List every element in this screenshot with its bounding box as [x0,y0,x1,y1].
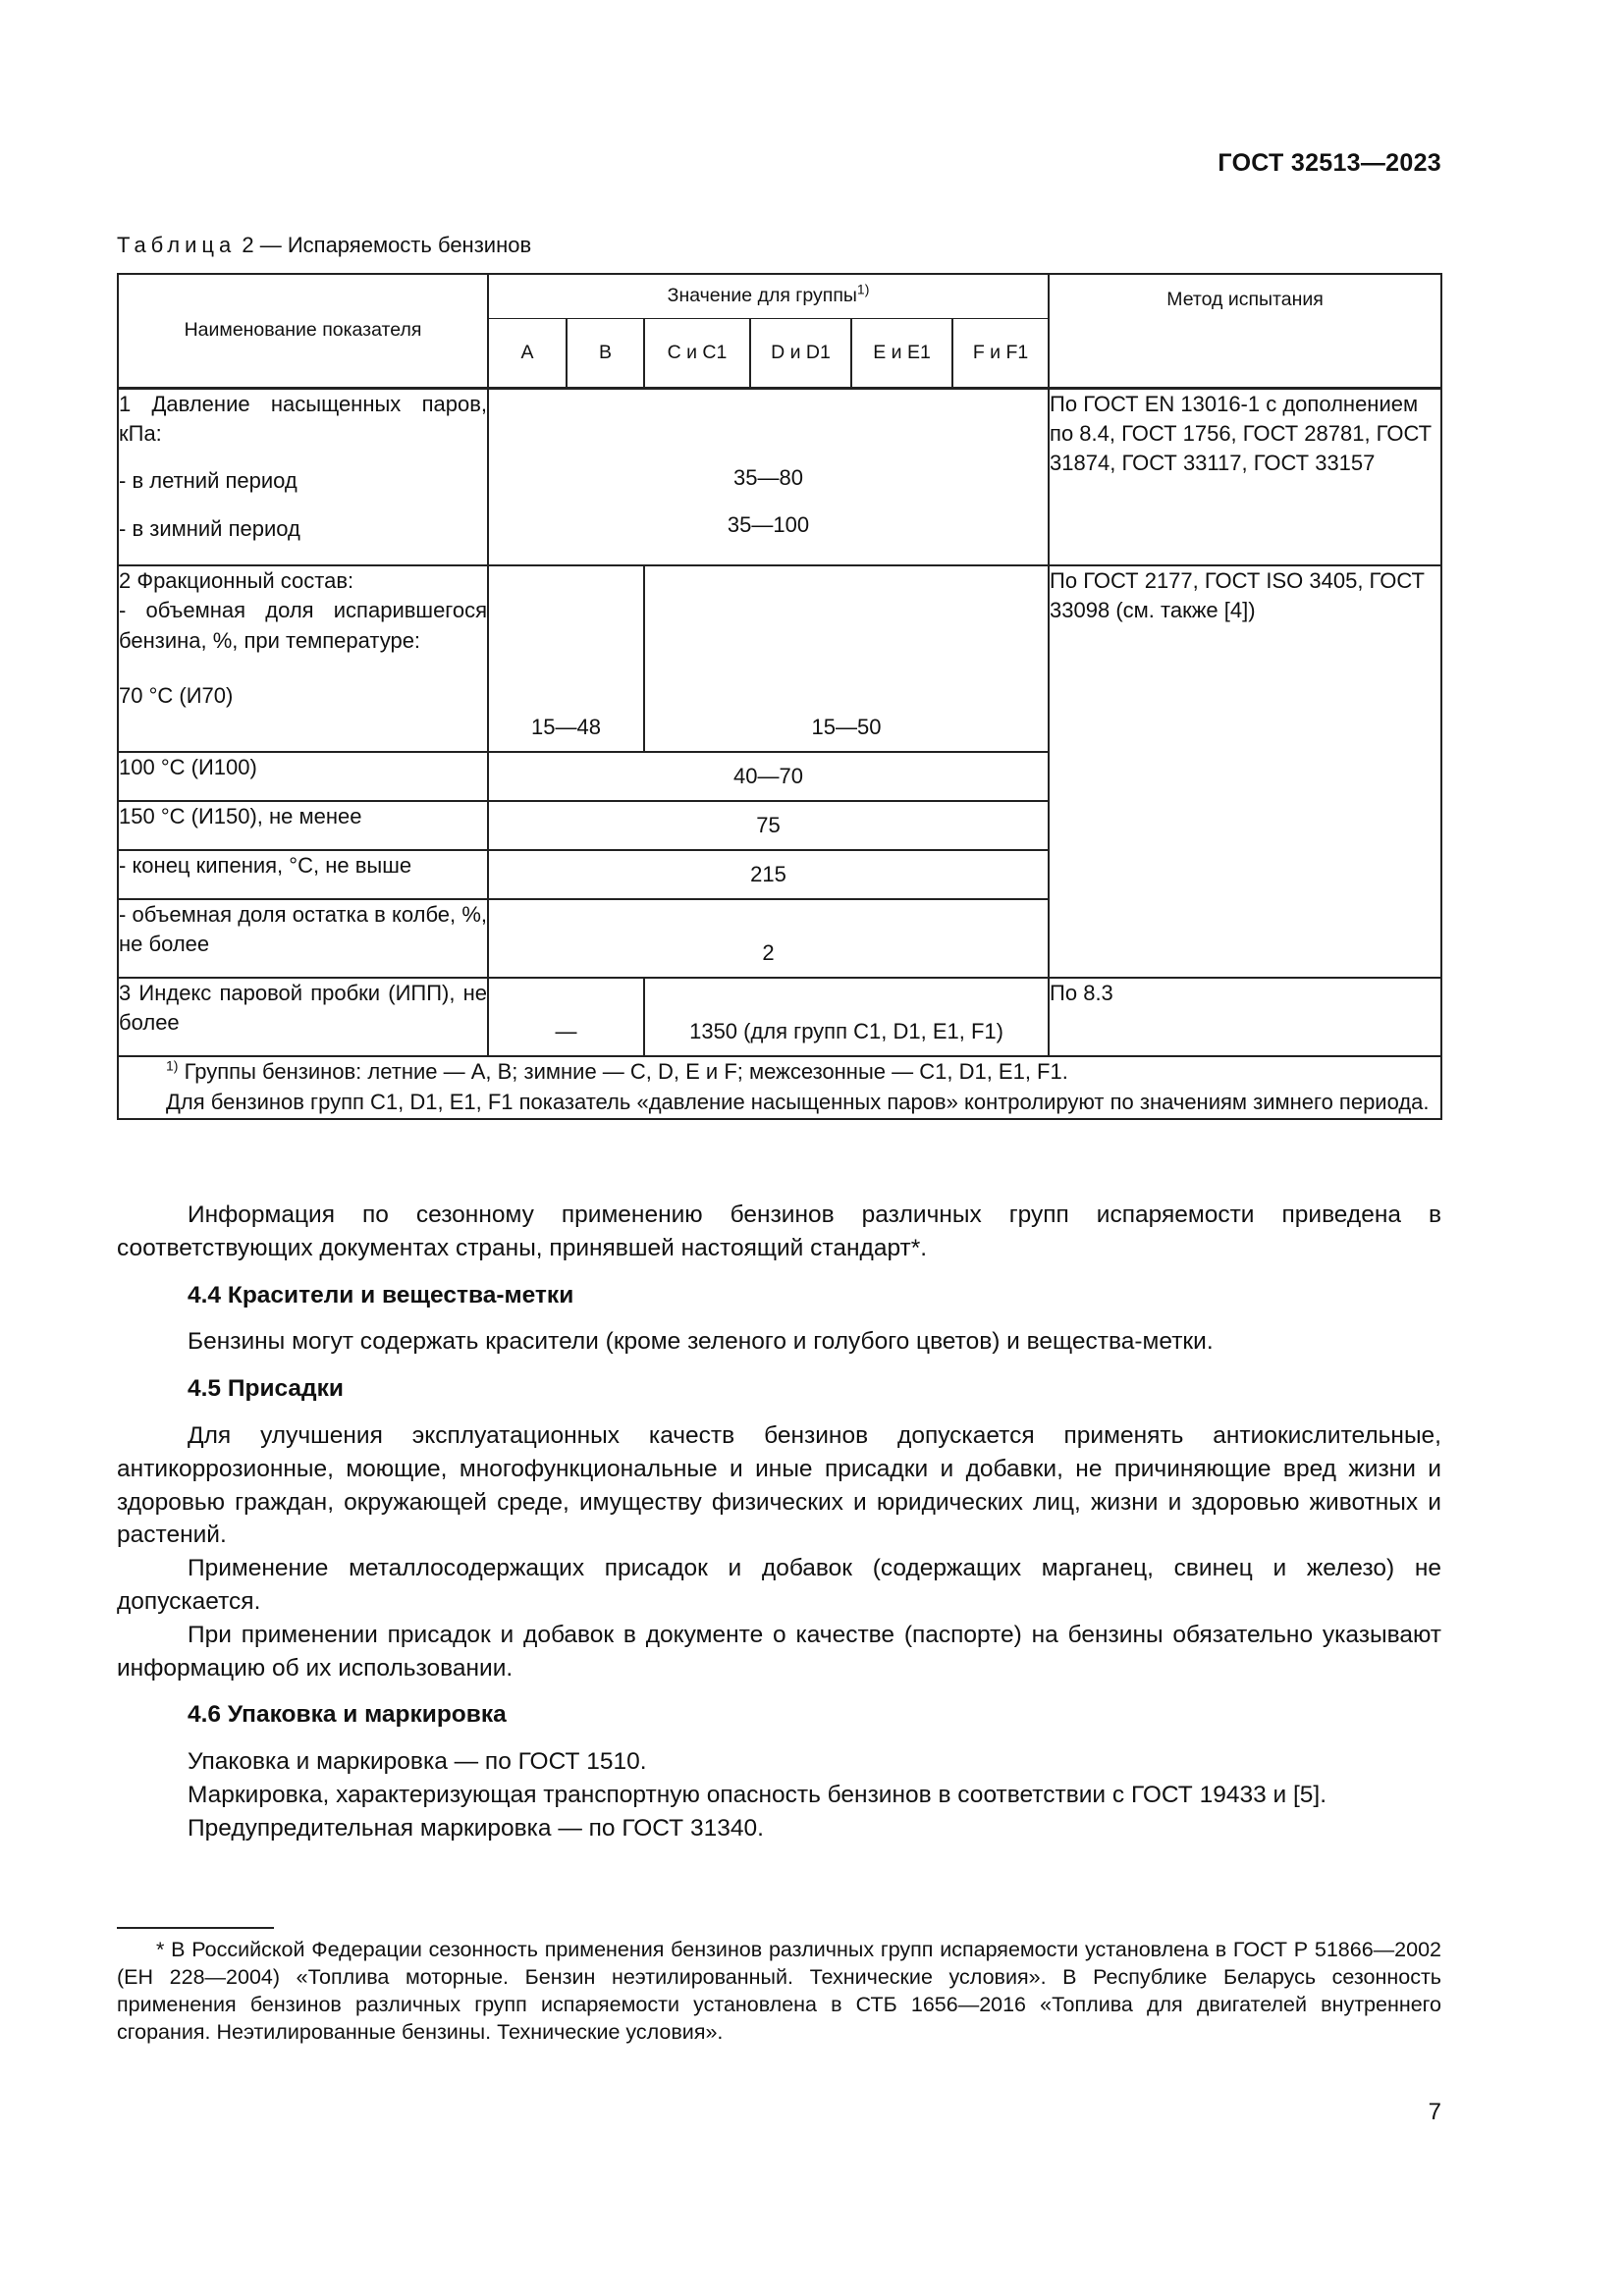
table-caption-label: Таблица [117,233,237,257]
row2-t100: 100 °С (И100) [118,752,488,801]
paragraph-4-5c: При применении присадок и добавок в документе о качестве (паспорте) на бензины обязательно указывают информацию об их использовании. [117,1621,1441,1682]
header-footnote-mark: 1) [856,281,870,297]
row2-residue-value: 2 [488,899,1049,978]
document-number: ГОСТ 32513—2023 [1218,149,1441,177]
row1-values [488,388,1049,565]
table-footnote-line2: Для бензинов групп С1, D1, Е1, F1 показатель «давление насыщенных паров» контролируют по значениям зимнего периода. [166,1089,1430,1114]
row2-indicator [118,565,488,752]
row2-method: По ГОСТ 2177, ГОСТ ISO 3405, ГОСТ 33098 (см. также [4]) [1049,565,1441,978]
row1-summer: - в летний период [119,468,298,494]
table-row [118,565,1441,752]
table-caption [117,233,531,258]
paragraph-4-5b: Применение металлосодержащих присадок и добавок (содержащих марганец, свинец и железо) не допускается. [117,1555,1441,1615]
row1-winter-value: 35—100 [727,511,810,537]
page-number: 7 [1428,2099,1441,2125]
table-footnote-row [118,1056,1441,1119]
body-text [117,1199,1441,1845]
paragraph-4-6a: Упаковка и маркировка — по ГОСТ 1510. [188,1748,647,1776]
row2-t70-rest: 15—50 [644,565,1049,752]
header-group-d: D и D1 [750,318,851,388]
header-method: Метод испытания [1049,274,1441,388]
header-group-c: C и C1 [644,318,750,388]
row1-method: По ГОСТ EN 13016-1 с дополнением по 8.4, ГОСТ 1756, ГОСТ 28781, ГОСТ 31874, ГОСТ 33117, ГОСТ 33157 [1049,388,1441,565]
table-footnote-mark: 1) [166,1057,179,1074]
row3-method: По 8.3 [1049,978,1441,1056]
row3-indicator: 3 Индекс паровой пробки (ИПП), не более [118,978,488,1056]
row2-end: - конец кипения, °С, не выше [118,850,488,899]
row1-summer-value: 35—80 [733,464,803,490]
paragraph-4-5a: Для улучшения эксплуатационных качеств бензинов допускается применять антиокислительные, антикоррозионные, моющие, многофункциональные и иные присадки и добавки, не причиняющие вред жизни и здоровью граждан, окружающей среде, имуществу физических и юридических лиц, жизни и здоровью животных и растений. [117,1421,1441,1549]
volatility-table [117,273,1442,1120]
header-group-a: A [488,318,567,388]
paragraph-4-6b: Маркировка, характеризующая транспортную опасность бензинов в соответствии с ГОСТ 19433 и [5]. [188,1781,1327,1808]
row1-winter: - в зимний период [119,515,300,541]
table-row [118,388,1441,565]
row3-ab: — [488,978,644,1056]
section-4-6-heading: 4.6 Упаковка и маркировка [188,1701,507,1729]
table-footnote [118,1056,1441,1119]
header-indicator: Наименование показателя [118,274,488,388]
row2-title: 2 Фракционный состав: [119,568,354,593]
header-group-value-text: Значение для группы [667,285,857,307]
header-group-e: E и E1 [851,318,952,388]
row2-t70-ab: 15—48 [488,565,644,752]
row2-sub: - объемная доля испарившегося бензина, %, при температуре: [119,598,487,653]
paragraph-info: Информация по сезонному применению бензинов различных групп испаряемости приведена в соответствующих документах страны, принявшей настоящий стандарт*. [117,1201,1441,1261]
table-caption-title: 2 — Испаряемость бензинов [242,233,532,257]
row3-rest: 1350 (для групп C1, D1, E1, F1) [644,978,1049,1056]
row2-t150-value: 75 [488,801,1049,850]
table-footnote-line1: Группы бензинов: летние — А, В; зимние — С, D, Е и F; межсезонные — С1, D1, Е1, F1. [184,1059,1068,1084]
row2-t150: 150 °С (И150), не менее [118,801,488,850]
header-group-f: F и F1 [952,318,1049,388]
row1-title: 1 Давление насыщенных паров, кПа: [119,391,487,446]
row2-t70: 70 °С (И70) [119,683,234,709]
section-4-4-heading: 4.4 Красители и вещества-метки [188,1281,574,1308]
paragraph-4-4: Бензины могут содержать красители (кроме зеленого и голубого цветов) и вещества-метки. [188,1328,1214,1356]
row2-residue: - объемная доля остатка в колбе, %, не более [118,899,488,978]
page-footnote [117,1937,1441,2047]
row1-indicator [118,388,488,565]
header-group-value [488,274,1049,318]
section-4-5-heading: 4.5 Присадки [188,1375,344,1403]
row2-end-value: 215 [488,850,1049,899]
paragraph-4-6c: Предупредительная маркировка — по ГОСТ 31340. [188,1814,764,1842]
table-row [118,978,1441,1056]
row2-t100-value: 40—70 [488,752,1049,801]
page-footnote-text: * В Российской Федерации сезонность применения бензинов различных групп испаряемости установлена в ГОСТ Р 51866—2002 (ЕН 228—2004) «Топлива моторные. Бензин неэтилированный. Технические условия». В Республике Беларусь сезонность применения бензинов различных групп испаряемости установлена в СТБ 1656—2016 «Топлива для двигателей внутреннего сгорания. Неэтилированные бензины. Технические условия». [117,1938,1441,2044]
footnote-divider [117,1927,274,1929]
header-group-b: B [567,318,644,388]
